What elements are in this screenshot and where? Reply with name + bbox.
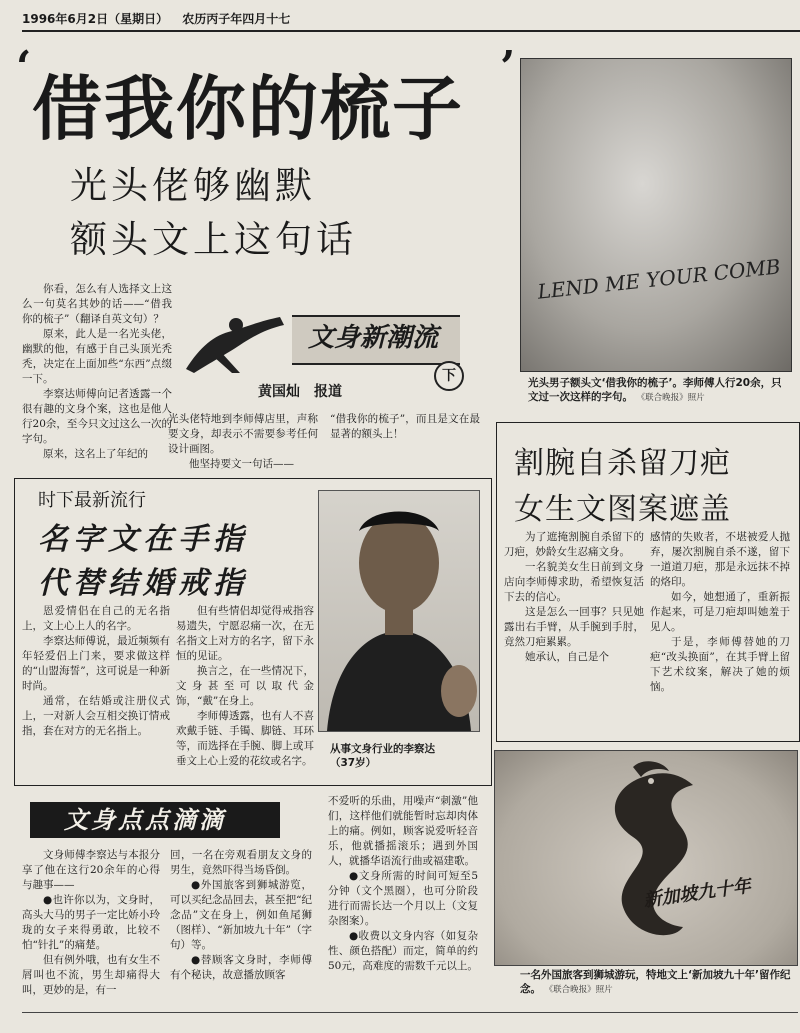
lead-col-1 — [22, 282, 172, 462]
bottom-rule — [22, 1012, 798, 1013]
scar-paragraph: 这是怎么一回事？只见她露出右手臂，从手腕到手肘，竟然刀疤累累。 — [504, 606, 644, 648]
ring-paragraph: 恩爱情侣在自己的无名指上，文上心上人的名字。 — [22, 605, 170, 632]
series-label: 文身新潮流 — [308, 323, 439, 353]
tidbit-paragraph: 文身师傅李察达与本报分享了他在这行20余年的心得与趣事—— — [22, 849, 160, 891]
ring-paragraph: 李察达师傅说，最近频频有年轻爱侣上门来，要求做这样的“山盟海誓”，这可说是一种新时尚。 — [22, 635, 170, 692]
dragon-icon — [573, 757, 753, 957]
open-quote: ‘ — [16, 42, 32, 93]
close-quote: ’ — [500, 42, 516, 93]
tidbit-paragraph: ●收费以文身内容（如复杂性、颜色搭配）而定，简单的约50元，高难度的需数千元以上。 — [328, 930, 478, 972]
headline-title: 借我你的梳子 — [32, 68, 464, 150]
tidbits-col-1 — [22, 848, 160, 998]
tidbits-col-2 — [170, 848, 312, 983]
lunar-date: 农历丙子年四月十七 — [182, 12, 291, 26]
lead-paragraph: 原来，这名上了年纪的 — [43, 448, 148, 460]
scar-paragraph: 一名貌美女生日前到文身店向李师傅求助，希望恢复活下去的信心。 — [504, 561, 644, 603]
lead-col-2 — [168, 412, 318, 472]
lead-paragraph: 李察达师傅向记者透露一个很有趣的文身个案，这也是他人行20余，至今只文过这么一次的字句。 — [22, 388, 172, 445]
ring-paragraph: 李师傅透露，也有人不喜欢戴手链、手镯、脚链、耳环等，而选择在手腕、脚上或耳垂文上心上爱的花纹或名字。 — [176, 710, 314, 767]
ring-col-1 — [22, 604, 170, 739]
series-banner — [180, 305, 470, 405]
ring-paragraph: 通常，在结婚或注册仪式上，一对新人会互相交换订情戒指，套在对方的无名指上。 — [22, 695, 170, 737]
dragon-tattoo-photo — [494, 750, 798, 966]
ring-col-2 — [176, 604, 314, 769]
tattoo-text: LEND ME YOUR COMB — [536, 254, 782, 304]
subtitle-1: 光头佬够幽默 — [70, 164, 316, 207]
scar-paragraph: 如今，她想通了，重新振作起来，可是刀疤却叫她羞于见人。 — [650, 591, 790, 633]
subtitle-2: 额头文上这句话 — [70, 218, 357, 261]
lead-paragraph: 原来，此人是一名光头佬，幽默的他，有感于自己头顶光秃秃，决定在上面加些“东西”点缀一下。 — [22, 328, 172, 385]
artist-photo-caption: 从事文身行业的李察达（37岁） — [330, 743, 435, 769]
lead-paragraph: 你看，怎么有人选择文上这么一句莫名其妙的话——“借我你的梳子”（翻译自英文句）？ — [22, 283, 172, 325]
scar-headline-1: 割腕自杀留刀疤 — [514, 446, 731, 481]
photo1-credit: 《联合晚报》照片 — [636, 393, 705, 403]
ring-headline-1: 名字文在手指 — [38, 522, 248, 557]
headline-block — [16, 42, 490, 270]
date-line — [22, 8, 800, 32]
dragon-credit: 《联合晚报》照片 — [544, 985, 613, 995]
photo1-caption: 光头男子额头文‘借我你的梳子’。李师傅人行20余，只文过一次这样的字句。 《联合晚报》照片 — [528, 377, 782, 403]
scar-headline-2: 女生文图案遮盖 — [514, 492, 731, 527]
tattoo-artist-photo — [318, 490, 480, 732]
dragon-caption: 一名外国旅客到狮城游玩，特地文上‘新加坡九十年’留作纪念。 《联合晚报》照片 — [520, 969, 791, 995]
scar-paragraph: 于是，李师傅替她的刀疤“改头换面”，在其手臂上留下艺术纹案，解决了她的烦恼。 — [650, 636, 790, 693]
scar-col-2 — [650, 530, 790, 695]
tidbit-paragraph: 回，一名在旁观看朋友文身的男生，竟然吓得当场昏倒。 — [170, 849, 312, 876]
portrait-silhouette-icon — [319, 491, 479, 731]
bald-head-photo — [520, 58, 792, 372]
ring-kicker: 时下最新流行 — [38, 490, 146, 511]
tidbit-paragraph: ●文身所需的时间可短至5分钟（文个黑圈），也可分阶段进行而需长达一个月以上（文复杂图案）。 — [328, 870, 478, 927]
date: 1996年6月2日（星期日） — [22, 12, 169, 26]
tidbit-paragraph: 不爱听的乐曲，用噪声“刺激”他们，这样他们就能暂时忘却肉体上的痛。例如，顾客说爱听轻音乐，他就播摇滚乐；遇到外国人，就播华语流行曲或福建歌。 — [328, 795, 478, 867]
lead-col-3 — [330, 412, 480, 442]
ring-paragraph: 但有些情侣却觉得戒指容易遗失，宁愿忍痛一次，在无名指文上对方的名字，留下永恒的见证。 — [176, 605, 314, 662]
tidbit-paragraph: ●也许你以为，文身时，高头大马的男子一定比娇小玲珑的女子来得勇敢，比较不怕“针扎”的痛楚。 — [22, 894, 160, 951]
tidbit-paragraph: ●外国旅客到狮城游览，可以买纪念品回去，甚至把“纪念品”文在身上，例如鱼尾狮（图样）、“新加坡九十年”（字句）等。 — [170, 879, 312, 951]
series-part-badge: 下 — [434, 361, 464, 391]
tidbit-paragraph: 但有例外哦，也有女生不屑叫也不流，男生却痛得大叫，更妙的是，有一 — [22, 954, 160, 996]
ring-headline-2: 代替结婚戒指 — [38, 566, 248, 601]
scar-col-1 — [504, 530, 644, 665]
scar-paragraph: 她承认，自己是个 — [525, 651, 609, 663]
lead-paragraph: “借我你的梳子”，而且是文在最显著的额头上！ — [330, 413, 480, 440]
byline: 黄国灿 报道 — [258, 384, 342, 400]
dancer-illustration-icon — [180, 311, 290, 375]
tidbits-col-3 — [328, 794, 478, 974]
ring-paragraph: 换言之，在一些情况下，文身甚至可以取代金饰，“戴”在身上。 — [176, 665, 314, 707]
lead-paragraph: 他坚持要文一句话—— — [189, 458, 294, 470]
scar-paragraph: 为了遮掩割腕自杀留下的刀疤，妙龄女生忍痛文身。 — [504, 531, 644, 558]
tidbits-banner-text: 文身点点滴滴 — [64, 805, 226, 834]
tidbit-paragraph: ●替顾客文身时，李师傅有个秘诀，故意播放顾客 — [170, 954, 312, 981]
dragon-tattoo-text: 新加坡九十年 — [642, 875, 753, 912]
lead-paragraph: 光头佬特地到李师傅店里，声称要文身，却表示不需要参考任何设计画图。 — [168, 413, 318, 455]
scar-paragraph: 感情的失败者，不堪被爱人抛弃，屡次割腕自杀不遂，留下一道道刀疤，那是永远抹不掉的烙印。 — [650, 531, 790, 588]
